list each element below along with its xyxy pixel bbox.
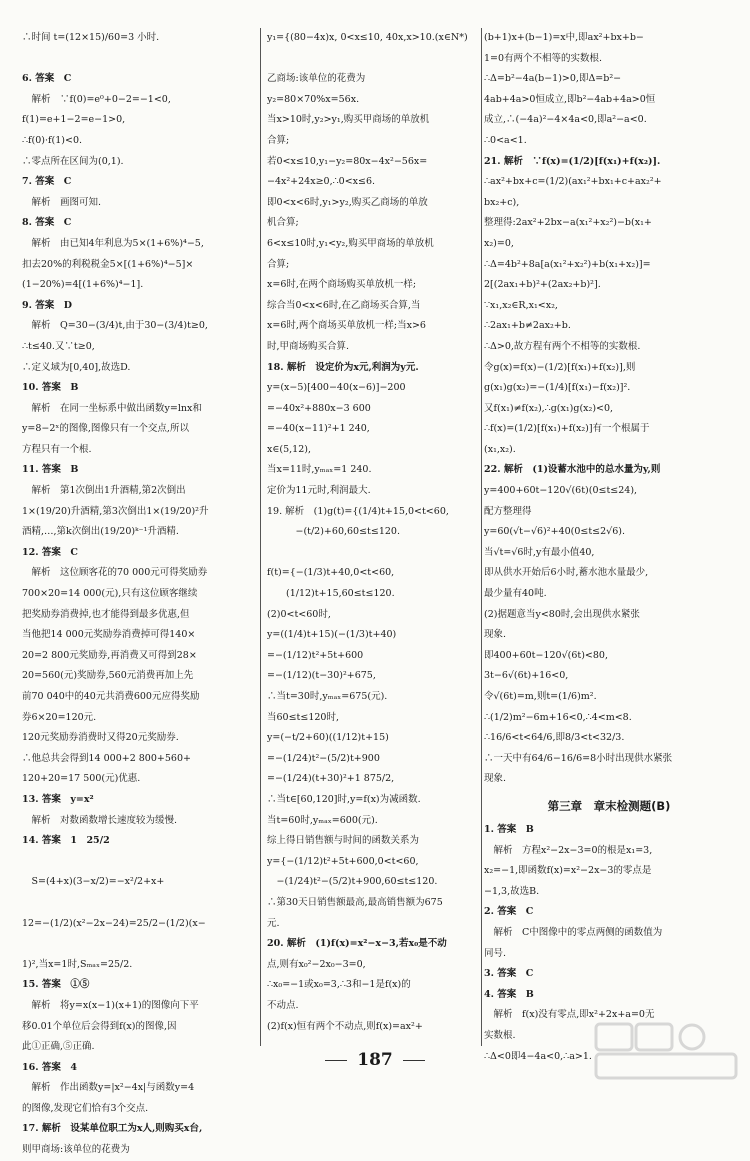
text-line: 即0<x<6时,y₁>y₂,购买乙商场的单放	[267, 196, 428, 208]
text-line: ∴x₀=−1或x₀=3,∴3和−1是f(x)的	[267, 979, 411, 991]
answer-header-line: 13. 答案 y=x²	[22, 793, 94, 805]
text-line: 解析 方程x²−2x−3=0的根是x₁=3,	[484, 844, 653, 856]
text-line: 又f(x₁)≠f(x₂),∴g(x₁)g(x₂)<0,	[484, 402, 614, 414]
text-line: 点,则有x₀²−2x₀−3=0,	[267, 958, 366, 970]
text-line: (2)f(x)恒有两个不动点,则f(x)=ax²+	[267, 1020, 423, 1032]
text-line: (1/12)t+15,60≤t≤120.	[267, 588, 395, 600]
answer-header-line: 7. 答案 C	[22, 176, 72, 188]
text-line: ∴Δ=4b²+8a[a(x₁²+x₂²)+b(x₁+x₂)]=	[484, 258, 651, 270]
answer-header-line: 10. 答案 B	[22, 382, 79, 394]
text-line: 2[(2ax₁+b)²+(2ax₂+b)²].	[484, 279, 601, 291]
text-line: 乙商场:该单位的花费为	[267, 73, 366, 85]
text-line: 最少量有40吨.	[484, 588, 547, 600]
text-line: ∴Δ>0,故方程有两个不相等的实数根.	[484, 340, 641, 352]
text-line: ∴t≤40.又∵t≥0,	[22, 340, 95, 352]
text-line: 定价为11元时,利润最大.	[267, 485, 371, 497]
text-line: 不动点.	[267, 999, 299, 1011]
text-line: 解析 C中图像中的零点两侧的函数值为	[484, 926, 663, 938]
text-line: f(1)=e+1−2=e−1>0,	[22, 114, 126, 126]
answer-header-line: 9. 答案 D	[22, 299, 72, 311]
text-line: ∴f(x)=(1/2)[f(x₁)+f(x₂)]有一个根属于	[484, 423, 650, 435]
text-line: 当他把14 000元奖励券消费掉可得140×	[22, 629, 196, 641]
text-line: =−(1/24)t²−(5/2)t+900	[267, 752, 380, 764]
answer-header-line: 8. 答案 C	[22, 217, 72, 229]
text-line: ∴零点所在区间为(0,1).	[22, 155, 124, 167]
text-line	[22, 852, 248, 873]
text-line: 综上得日销售额与时间的函数关系为	[267, 835, 420, 847]
text-line: 同号.	[484, 947, 507, 959]
answer-header-line: 21. 解析 ∵f(x)=(1/2)[f(x₁)+f(x₂)].	[484, 155, 661, 167]
middle-column	[260, 28, 482, 1046]
answer-header-line: 22. 解析 (1)设蓄水池中的总水量为y,则	[484, 464, 661, 476]
text-line: ∴定义域为[0,40],故选D.	[22, 361, 131, 373]
text-line: 当60≤t≤120时,	[267, 711, 339, 723]
text-line: (2)0<t<60时,	[267, 608, 331, 620]
text-line: 令√(6t)=m,则t=(1/6)m².	[484, 691, 597, 702]
text-line: 此①正确,⑤正确.	[22, 1041, 95, 1053]
text-line: (2)据题意当y<80时,会出现供水紧张	[484, 608, 640, 620]
text-line: (b+1)x+(b−1)=x中,即ax²+bx+b−	[484, 32, 644, 43]
answer-header-line: 17. 解析 设某单位职工为x人,则购买x台,	[22, 1123, 203, 1135]
text-line: 解析 第1次倒出1升酒精,第2次倒出	[22, 485, 186, 497]
text-line: 解析 f(x)没有零点,即x²+2x+a=0无	[484, 1009, 655, 1021]
text-line	[22, 49, 248, 70]
answer-header-line: 6. 答案 C	[22, 73, 72, 85]
answer-header-line: 1. 答案 B	[484, 823, 534, 835]
answer-header-line: 15. 答案 ①⑤	[22, 979, 90, 991]
text-line: 综合当0<x<6时,在乙商场买合算,当	[267, 299, 421, 311]
text-line: bx₂+c),	[484, 196, 520, 208]
text-line: =−(1/12)(t−30)²+675,	[267, 670, 376, 682]
text-line: 方程只有一个根.	[22, 443, 92, 455]
text-line: x∈(5,12),	[267, 443, 311, 455]
text-line: −(1/24)t²−(5/2)t+900,60≤t≤120.	[267, 876, 438, 888]
text-line: 当x=11时,yₘₐₓ=1 240.	[267, 464, 372, 476]
text-line: 实数根.	[484, 1029, 516, 1041]
text-line: 时,甲商场购买合算.	[267, 340, 350, 352]
text-line: 解析 作出函数y=|x²−4x|与函数y=4	[22, 1082, 195, 1094]
text-line: 前70 040中的40元共消费600元应得奖励	[22, 691, 200, 702]
right-column	[484, 28, 734, 1067]
footer-rule-right	[403, 1060, 425, 1061]
text-line: −1,3,故选B.	[484, 885, 540, 897]
text-line: 120元奖励券消费时又得20元奖励券.	[22, 732, 179, 744]
text-line: ∴(1/2)m²−6m+16<0,∴4<m<8.	[484, 711, 632, 723]
text-line: y=400+60t−120√(6t)(0≤t≤24),	[484, 485, 638, 497]
text-line: ∴他总共会得到14 000+2 800+560+	[22, 752, 191, 764]
text-line: 解析 由已知4年利息为5×(1+6%)⁴−5,	[22, 237, 204, 249]
text-line: 成立,∴(−4a)²−4×4a<0,即a²−a<0.	[484, 114, 647, 126]
text-line: 19. 解析 (1)g(t)={(1/4)t+15,0<t<60,	[267, 505, 449, 517]
text-line: −4x²+24x≥0,∴0<x≤6.	[267, 176, 376, 188]
text-line: ∴时间 t=(12×15)/60=3 小时.	[22, 32, 160, 43]
text-line: y=(x−5)[400−40(x−6)]−200	[267, 382, 406, 394]
text-line: f(t)={−(1/3)t+40,0<t<60,	[267, 567, 395, 579]
text-line: 4ab+4a>0恒成立,即b²−4ab+4a>0恒	[484, 93, 656, 105]
text-line: 整理得:2ax²+2bx−a(x₁²+x₂²)−b(x₁+	[484, 217, 652, 229]
text-line: x=6时,在两个商场购买单放机一样;	[267, 279, 417, 291]
answer-header-line: 2. 答案 C	[484, 906, 534, 918]
text-line: ∴Δ<0即4−4a<0,∴a>1.	[484, 1050, 592, 1062]
text-line: 扣去20%的利税税金5×[(1+6%)⁴−5]×	[22, 258, 194, 270]
text-line: 6<x≤10时,y₁<y₂,购买甲商场的单放机	[267, 237, 434, 249]
text-line	[22, 934, 248, 955]
answer-header-line: 16. 答案 4	[22, 1061, 77, 1073]
text-line: ∴f(0)·f(1)<0.	[22, 134, 83, 146]
text-line: S=(4+x)(3−x/2)=−x²/2+x+	[22, 876, 165, 888]
text-line: y=60(√t−√6)²+40(0≤t≤2√6).	[484, 526, 625, 538]
answer-header-line: 12. 答案 C	[22, 546, 78, 558]
text-line: 即400+60t−120√(6t)<80,	[484, 649, 608, 661]
text-line: 券6×20=120元.	[22, 711, 97, 723]
text-line: 机合算;	[267, 217, 299, 229]
text-line: y₁={(80−4x)x, 0<x≤10, 40x,x>10.(x∈N*)	[267, 32, 468, 43]
text-line: y₂=80×70%x=56x.	[267, 93, 360, 105]
answer-header-line: 11. 答案 B	[22, 464, 79, 476]
text-line: ∴当t=30时,yₘₐₓ=675(元).	[267, 691, 388, 702]
text-line: 配方整理得	[484, 505, 532, 517]
answer-header-line: 18. 解析 设定价为x元,利润为y元.	[267, 361, 419, 373]
watermark-logo	[592, 1020, 742, 1082]
text-line: ∴16/6<t<64/6,即8/3<t<32/3.	[484, 732, 625, 744]
left-column	[22, 28, 248, 1161]
text-line: 的图像,发现它们恰有3个交点.	[22, 1102, 149, 1114]
text-line: 令g(x)=f(x)−(1/2)[f(x₁)+f(x₂)],则	[484, 361, 636, 373]
text-line: 20=2 800元奖励券,再消费又可得到28×	[22, 649, 197, 661]
text-line: 解析 画图可知.	[22, 196, 102, 208]
text-line: x=6时,两个商场买单放机一样;当x>6	[267, 320, 426, 332]
text-line: ∴Δ=b²−4a(b−1)>0,即Δ=b²−	[484, 73, 622, 85]
text-line: =−40x²+880x−3 600	[267, 402, 371, 414]
text-line: 当x>10时,y₂>y₁,购买甲商场的单放机	[267, 114, 430, 126]
text-line: y={−(1/12)t²+5t+600,0<t<60,	[267, 855, 419, 867]
text-line	[22, 893, 248, 914]
text-line: ∴当t∈[60,120]时,y=f(x)为减函数.	[267, 793, 421, 805]
text-line: 1×(19/20)升酒精,第3次倒出1×(19/20)²升	[22, 505, 209, 517]
answer-header-line: 14. 答案 1 25/2	[22, 835, 110, 847]
text-line: 若0<x≤10,y₁−y₂=80x−4x²−56x=	[267, 155, 428, 167]
text-line: −(t/2)+60,60≤t≤120.	[267, 526, 400, 538]
text-line: 120+20=17 500(元)优惠.	[22, 773, 141, 785]
text-line: =−(1/12)t²+5t+600	[267, 649, 364, 661]
text-line: 3t−6√(6t)+16<0,	[484, 670, 569, 682]
text-line: 合算;	[267, 258, 290, 270]
text-line: y=8−2ˣ的图像,图像只有一个交点,所以	[22, 423, 189, 435]
text-line: =−(1/24)(t+30)²+1 875/2,	[267, 773, 395, 785]
answer-header-line: 4. 答案 B	[484, 988, 534, 1000]
text-line: 1=0有两个不相等的实数根.	[484, 52, 603, 64]
text-line: 解析 将y=x(x−1)(x+1)的图像向下平	[22, 999, 199, 1011]
text-line: 移0.01个单位后会得到f(x)的图像,因	[22, 1020, 177, 1032]
text-line: ∴第30天日销售额最高,最高销售额为675	[267, 896, 443, 908]
answer-header-line: 3. 答案 C	[484, 968, 534, 980]
text-line: 解析 Q=30−(3/4)t,由于30−(3/4)t≥0,	[22, 320, 208, 332]
text-line: ∵x₁,x₂∈R,x₁<x₂,	[484, 299, 558, 311]
text-line: 合算;	[267, 134, 290, 146]
text-line: ∴一天中有64/6−16/6=8小时出现供水紧张	[484, 752, 673, 764]
text-line: 解析 ∵f(0)=e⁰+0−2=−1<0,	[22, 93, 171, 105]
text-line	[267, 49, 475, 70]
text-line: 12=−(1/2)(x²−2x−24)=25/2−(1/2)(x−	[22, 917, 206, 929]
text-line: x₂)=0,	[484, 237, 514, 249]
text-line: 即从供水开始后6小时,蓄水池水量最少,	[484, 567, 649, 579]
text-line: x₂=−1,即函数f(x)=x²−2x−3的零点是	[484, 865, 652, 877]
section-heading: 第三章 章末检测题(B)	[547, 798, 671, 813]
text-line: 20=560(元)奖励券,560元消费再加上先	[22, 670, 194, 682]
footer-rule-left	[325, 1060, 347, 1061]
answer-header-line: 20. 解析 (1)f(x)=x²−x−3,若x₀是不动	[267, 938, 447, 950]
text-line: 当t=60时,yₘₐₓ=600(元).	[267, 814, 378, 826]
page-number: 187	[357, 1050, 393, 1070]
text-line: ∴2ax₁+b≠2ax₂+b.	[484, 320, 571, 332]
text-line: 则甲商场:该单位的花费为	[22, 1144, 130, 1156]
text-line: 现象.	[484, 773, 507, 785]
text-line: g(x₁)g(x₂)=−(1/4)[f(x₁)−f(x₂)]².	[484, 382, 631, 394]
text-line: (x₁,x₂).	[484, 443, 516, 455]
text-line: ∴0<a<1.	[484, 134, 527, 146]
text-line: 解析 这位顾客花的70 000元可得奖励券	[22, 567, 208, 579]
text-line: 解析 在同一坐标系中做出函数y=lnx和	[22, 402, 202, 414]
text-line: 酒精,…,第k次倒出(19/20)ᵏ⁻¹升酒精.	[22, 526, 179, 538]
text-line: y=((1/4)t+15)(−(1/3)t+40)	[267, 629, 397, 641]
text-line: 1)²,当x=1时,Sₘₐₓ=25/2.	[22, 958, 133, 970]
text-line: 现象.	[484, 629, 507, 641]
text-line	[267, 543, 475, 564]
text-line: 元.	[267, 917, 280, 929]
text-line: (1−20%)=4[(1+6%)⁴−1].	[22, 279, 144, 291]
text-line: =−40(x−11)²+1 240,	[267, 423, 370, 435]
text-line: 700×20=14 000(元),只有这位顾客继续	[22, 588, 198, 600]
text-line: 当√t=√6时,y有最小值40,	[484, 546, 595, 558]
text-line: y=(−t/2+60)((1/12)t+15)	[267, 732, 389, 744]
text-line: 解析 对数函数增长速度较为缓慢.	[22, 814, 178, 826]
text-line: ∴ax²+bx+c=(1/2)(ax₁²+bx₁+c+ax₂²+	[484, 176, 662, 188]
text-line: 把奖励券消费掉,也才能得到最多优惠,但	[22, 608, 190, 620]
